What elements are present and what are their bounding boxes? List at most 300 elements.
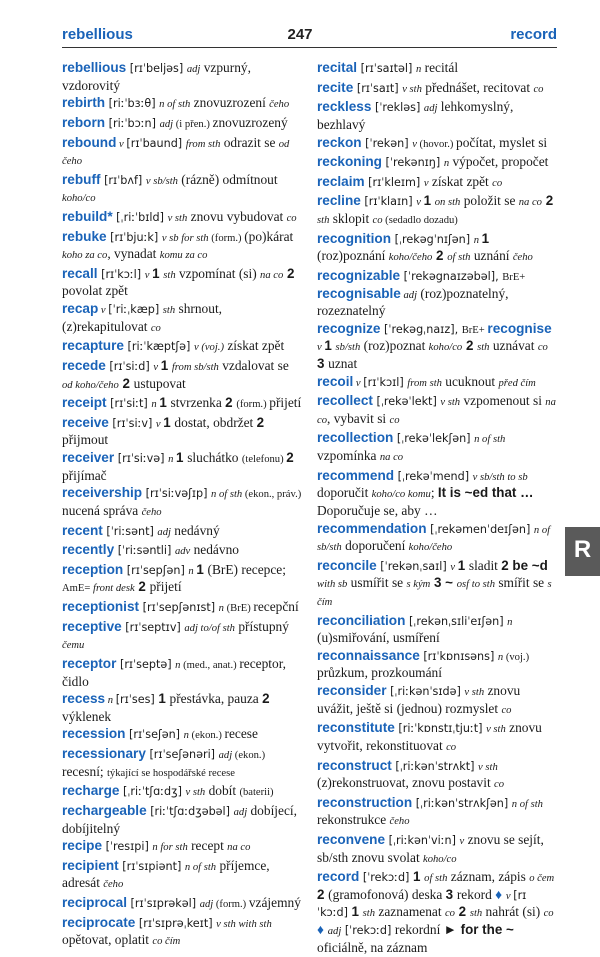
entry-translation: smířit se — [495, 575, 548, 591]
entry-translation: ; — [430, 485, 438, 501]
entry-grammar: n — [151, 399, 160, 411]
entry-pronunciation: [rɪˈsɪprəˌkeɪt] — [135, 916, 217, 930]
dictionary-entry — [62, 229, 302, 264]
entry-pronunciation: [ˈresɪpi] — [102, 840, 153, 854]
entry-grammar: s čím — [317, 579, 552, 608]
entry-grammar: v sth — [185, 787, 206, 799]
entry-pronunciation: [rɪˈseʃən] — [125, 728, 184, 742]
entry-note: (sedadlo dozadu) — [382, 215, 458, 227]
entry-translation: Doporučuje se, aby … — [317, 502, 438, 518]
dictionary-entry — [62, 115, 302, 133]
entry-grammar: v — [505, 890, 514, 902]
entry-grammar: v sth with sth — [216, 918, 272, 930]
entry-grammar: n for sth — [152, 842, 188, 854]
entry-translation: položit se — [460, 193, 519, 209]
entry-headword: recently — [62, 542, 115, 558]
entry-note: (ekon., práv.) — [242, 489, 302, 501]
entry-headword: recap — [62, 301, 99, 317]
entry-headword: reclaim — [317, 173, 365, 189]
entry-pronunciation: [ˈrekəgˌnaɪz], — [380, 322, 462, 336]
entry-translation: dobít — [205, 783, 240, 799]
dictionary-entry — [317, 832, 557, 867]
entry-grammar: sb/sth — [335, 342, 361, 354]
entry-sense-marker: 2 — [462, 338, 478, 354]
entry-grammar: n of sth — [511, 798, 543, 810]
entry-grammar: sth — [317, 215, 330, 227]
entry-grammar: co — [543, 908, 554, 920]
entry-note: (voj.) — [503, 651, 530, 663]
entry-translation: recese — [224, 726, 258, 742]
entry-headword: recall — [62, 265, 98, 281]
entry-grammar: n — [415, 64, 422, 75]
entry-pronunciation: [rɪˈsaɪt] — [353, 81, 403, 95]
entry-grammar: co — [492, 177, 503, 189]
entry-sense-marker: 2 — [118, 375, 134, 391]
dictionary-entry — [317, 174, 557, 192]
entry-translation: usmířit se — [347, 575, 407, 591]
entry-note: (i přen.) — [173, 118, 213, 130]
entry-grammar: komu za co — [159, 250, 208, 262]
entry-headword: recognise — [487, 320, 552, 336]
entry-translation: znovu vytvořit, rekonstituovat — [317, 720, 542, 753]
entry-headword: recessionary — [62, 746, 146, 762]
entry-pronunciation: [ˌrekəgˈnɪʃən] — [391, 232, 474, 246]
entry-translation: shrnout, (z)rekapitulovat — [62, 301, 223, 334]
entry-pronunciation: [ˌriːkənˈstrʌkt] — [391, 759, 479, 773]
entry-pronunciation: [rɪˈkleɪm] — [364, 175, 424, 189]
entry-translation: uznání — [470, 248, 513, 264]
entry-sense-marker: 2 be ~d — [501, 557, 548, 573]
entry-sense-marker: 2 — [317, 886, 329, 902]
entry-headword: ♦ — [495, 886, 506, 902]
header-rule — [62, 47, 557, 48]
entry-translation: znovu uvážit, ještě si (jednou) rozmyslet — [317, 683, 521, 716]
entry-translation: recesní; — [62, 763, 107, 779]
entry-pronunciation: [rɪˈsɪpiənt] — [118, 859, 185, 873]
entry-grammar: v — [155, 418, 164, 430]
entry-headword: receiver — [62, 450, 115, 466]
dictionary-entry — [62, 95, 302, 113]
entry-pronunciation: [rɪˈbjuːk] — [106, 230, 162, 244]
entry-translation: nahrát (si) — [482, 904, 544, 920]
entry-grammar: n — [168, 454, 177, 466]
dictionary-entry — [62, 783, 302, 801]
entry-grammar: n — [175, 659, 181, 671]
dictionary-entry — [62, 523, 302, 541]
entry-sense-marker: 1 — [160, 357, 172, 373]
entry-translation: (roz)poznatelný, rozeznatelný — [317, 285, 509, 319]
dictionary-entry — [62, 266, 302, 299]
entry-grammar: of sth — [447, 252, 471, 264]
entry-note: (ekon.) — [232, 750, 266, 762]
entry-grammar: v — [423, 177, 429, 189]
entry-grammar: from sb/sth — [171, 361, 219, 373]
dictionary-entry — [317, 321, 557, 372]
entry-translation: recept — [187, 838, 228, 854]
dictionary-entry — [62, 746, 302, 781]
entry-translation: výklenek — [62, 708, 112, 724]
entry-headword: recent — [62, 522, 103, 538]
entry-grammar: n of sth — [159, 99, 191, 111]
entry-grammar: čeho — [269, 99, 290, 111]
entry-translation: získat zpět — [428, 173, 493, 189]
entry-headword: rebirth — [62, 95, 106, 111]
entry-translation: sklopit — [329, 211, 373, 227]
header-first-word: rebellious — [62, 26, 133, 43]
entry-grammar: adj — [157, 526, 171, 538]
entry-note: (telefonu) — [241, 454, 287, 466]
entry-pronunciation: [rɪˈses] — [115, 693, 159, 707]
entry-grammar: sth — [469, 908, 483, 920]
dictionary-entry — [317, 268, 557, 319]
entry-headword: recognizable — [317, 267, 401, 283]
entry-headword: reckoning — [317, 154, 382, 170]
entry-headword: recommendation — [317, 520, 427, 536]
entry-grammar: adj — [423, 103, 438, 115]
entry-sense-marker: 1 — [324, 338, 336, 354]
entry-note: (baterii) — [239, 787, 274, 799]
entry-headword: reckon — [317, 134, 362, 150]
entry-sense-marker: 2 — [541, 193, 554, 209]
entry-grammar: v sb/sth to sb — [472, 471, 528, 483]
entry-grammar: koho/co — [423, 853, 457, 865]
entry-translation: recitál — [421, 60, 459, 75]
entry-pronunciation: [ˌrekənˌsɪliˈeɪʃən] — [405, 614, 508, 628]
dictionary-entry — [62, 172, 302, 207]
entry-grammar: n — [497, 651, 504, 663]
entry-grammar: co — [372, 215, 383, 227]
entry-grammar: osf to sth — [456, 579, 495, 591]
entry-grammar: v — [412, 138, 417, 150]
entry-translation: vzpomínat (si) — [175, 265, 261, 281]
dictionary-entry — [317, 683, 557, 718]
dictionary-entry — [317, 558, 557, 611]
entry-grammar: v sth — [486, 724, 506, 736]
entry-grammar: od koho/čeho — [62, 379, 119, 391]
entry-headword: record — [317, 869, 360, 885]
entry-translation: odrazit se — [220, 134, 279, 150]
entry-grammar: v — [116, 138, 127, 150]
thumb-index-letter: R — [573, 536, 592, 563]
entry-translation: vzdalovat se — [218, 357, 289, 373]
entry-sense-marker: 1 — [412, 869, 425, 885]
entry-grammar: adj to/of sth — [184, 622, 235, 634]
entry-translation: ucuknout — [441, 373, 499, 389]
entry-pronunciation: [rɪˈseptə] — [116, 657, 176, 671]
entry-grammar: na co — [379, 452, 404, 464]
entry-translation: recepční — [253, 599, 299, 615]
entry-grammar: n — [183, 730, 189, 742]
entry-grammar: koho/co — [428, 342, 463, 354]
entry-headword: receptionist — [62, 599, 140, 615]
entry-grammar: na co — [227, 842, 251, 854]
entry-headword: reconsider — [317, 683, 387, 699]
entry-translation: stvrzenka — [170, 395, 226, 411]
entry-translation: (BrE) recepce; — [207, 561, 286, 577]
entry-headword: receptive — [62, 618, 122, 634]
entry-translation: výpočet, propočet — [449, 154, 549, 170]
entry-grammar: adj — [233, 806, 248, 818]
entry-grammar: co — [501, 704, 512, 716]
entry-grammar: čeho — [512, 252, 533, 264]
entry-sense-marker: 3 ~ — [430, 575, 457, 591]
entry-note: BrE+ — [461, 324, 488, 336]
dictionary-entry — [317, 374, 557, 392]
dictionary-entry — [62, 209, 302, 227]
entry-note: (BrE) — [223, 603, 254, 615]
dictionary-entry — [62, 562, 302, 597]
entry-headword: recognition — [317, 230, 392, 246]
entry-pronunciation: [rɪˈbʌf] — [100, 173, 146, 187]
entry-headword: reconnaissance — [317, 647, 420, 663]
entry-grammar: n — [473, 234, 482, 246]
entry-translation: opětovat, oplatit — [62, 932, 153, 948]
entry-headword: recoil — [317, 373, 354, 389]
entry-translation: nedávný — [170, 522, 220, 538]
entry-translation: znovuzrození — [190, 95, 270, 111]
entry-translation: lehkomyslný, bezhlavý — [317, 99, 514, 132]
entry-sense-marker: 2 — [432, 248, 448, 264]
entry-grammar: n — [105, 695, 116, 707]
entry-pronunciation: [rɪˈsɪprəkəl] — [126, 897, 200, 911]
dictionary-entry — [317, 231, 557, 266]
dictionary-entry — [317, 154, 557, 172]
entry-translation: přijímač — [62, 467, 107, 483]
header-last-word: record — [510, 26, 557, 43]
entry-grammar: co — [533, 83, 544, 95]
entry-pronunciation: [riːˈbɜːθ] — [105, 97, 160, 111]
entry-sense-marker: 2 — [256, 414, 265, 430]
dictionary-entry — [62, 691, 302, 724]
entry-grammar: n — [218, 603, 224, 615]
entry-translation: nucená správa — [62, 502, 142, 518]
entry-headword: reciprocal — [62, 895, 127, 911]
entry-pronunciation: [rɪˈsiːd] — [105, 359, 154, 373]
entry-pronunciation: [ˌrekəˈlekʃən] — [393, 432, 475, 446]
running-header — [0, 26, 600, 46]
entry-grammar: před čím — [498, 377, 536, 389]
dictionary-entry — [317, 430, 557, 465]
entry-sense-marker: 1 — [351, 904, 363, 920]
entry-grammar: v — [144, 269, 153, 281]
entry-pronunciation: [rɪˈsiːv] — [108, 416, 156, 430]
entry-headword: rebellious — [62, 60, 127, 75]
dictionary-entry — [317, 613, 557, 646]
entry-pronunciation: [riːˈkæptʃə] — [123, 340, 194, 354]
entry-pronunciation: [ˈrekɔːd] — [359, 871, 413, 885]
entry-sense-marker: 1 — [163, 414, 175, 430]
entry-grammar: sth — [362, 908, 376, 920]
entry-grammar: v (voj.) — [193, 342, 224, 354]
entry-grammar: koho za co — [62, 250, 108, 262]
entry-note: AmE= — [62, 583, 93, 595]
entry-grammar: čeho — [141, 506, 162, 518]
entry-sense-marker: 1 — [423, 193, 435, 209]
entry-headword: recognisable — [317, 285, 401, 301]
dictionary-entry — [62, 858, 302, 893]
entry-grammar: v sb for sth — [161, 232, 209, 244]
entry-headword: reconstruct — [317, 757, 392, 773]
entry-grammar: n of sth — [211, 489, 243, 501]
entry-note: (hovor.) — [416, 138, 457, 150]
entry-grammar: v — [450, 561, 458, 573]
entry-translation: příjemce, adresát — [62, 857, 270, 891]
entry-grammar: adj — [218, 750, 233, 762]
entry-pronunciation: [rɪˈsaɪtəl] — [357, 62, 416, 75]
entry-translation: vzpomínka — [317, 448, 380, 464]
entry-pronunciation: [ˈriːsənt] — [102, 524, 158, 538]
entry-grammar: n — [188, 565, 197, 577]
entry-pronunciation: [ˌriːkənˈsɪdə] — [386, 685, 465, 699]
entry-grammar: koho/čeho — [408, 542, 453, 554]
entry-pronunciation: [ˌriːˈtʃɑːdʒ] — [119, 785, 186, 799]
entry-headword: reborn — [62, 114, 106, 130]
entry-translation: záznam, zápis — [447, 869, 530, 885]
entry-grammar: co — [150, 322, 161, 334]
entry-grammar: adj — [199, 899, 214, 911]
entry-grammar: v sth — [464, 687, 485, 699]
entry-pronunciation: [rɪˈseʃənəri] — [145, 748, 219, 762]
entry-translation: ustupovat — [133, 375, 186, 391]
entry-pronunciation: [rɪˈbeljəs] — [126, 62, 187, 75]
entry-sense-marker: 1 — [457, 557, 469, 573]
entry-grammar: n of sth — [184, 861, 217, 873]
entry-sense-marker: 2 — [134, 579, 150, 595]
entry-translation: rekord — [456, 886, 496, 902]
entry-translation: zaznamenat — [375, 904, 445, 920]
entry-translation: (u)smiřování, usmíření — [317, 630, 440, 646]
entry-translation: oficiálně, na záznam — [317, 939, 428, 955]
entry-pronunciation: [ˈrekəgnaɪzəbəl], — [400, 269, 503, 283]
dictionary-entry — [62, 726, 302, 744]
entry-headword: reconciliation — [317, 612, 406, 628]
entry-grammar: co — [537, 342, 548, 354]
dictionary-entry — [317, 521, 557, 556]
entry-note: BrE+ — [502, 271, 526, 283]
entry-translation: počítat, myslet si — [456, 134, 548, 150]
entry-headword: reconvene — [317, 831, 386, 847]
entry-pronunciation: [ˌriːˈbɪld] — [112, 210, 168, 224]
entry-translation: vzpurný, vzdorovitý — [62, 60, 251, 93]
entry-note: týkající se hospodářské recese — [106, 767, 235, 779]
dictionary-entry — [317, 80, 557, 98]
entry-sense-marker: 1 — [196, 561, 208, 577]
dictionary-entry — [62, 358, 302, 393]
entry-headword: recommend — [317, 467, 395, 483]
entry-headword: recollect — [317, 393, 373, 409]
entry-headword: reconstitute — [317, 720, 395, 736]
entry-grammar: koho/co — [62, 193, 96, 205]
entry-translation: znovu vybudovat — [187, 208, 287, 224]
entry-headword: rebuke — [62, 228, 107, 244]
entry-sense-marker: 1 — [158, 691, 170, 707]
entry-pronunciation: [rɪˈsiːt] — [106, 397, 152, 411]
entry-grammar: front desk — [93, 583, 135, 595]
entry-grammar: adj — [159, 118, 174, 130]
entry-grammar: n of sth — [474, 434, 506, 446]
entry-translation: , vynadat — [107, 246, 160, 262]
dictionary-entry — [317, 468, 557, 519]
entry-pronunciation: [ˈrekən] — [361, 136, 413, 150]
entry-grammar: sth — [162, 305, 176, 317]
entry-headword: recipient — [62, 857, 119, 873]
entry-pronunciation: [rɪˈbaund] — [126, 136, 186, 150]
entry-translation: receptor, čidlo — [62, 655, 286, 689]
dictionary-entry — [62, 915, 302, 950]
entry-headword: ♦ — [317, 921, 328, 937]
entry-translation: přestávka, pauza — [169, 691, 263, 707]
dictionary-entry — [62, 60, 302, 93]
entry-translation: získat zpět — [223, 338, 285, 354]
entry-pronunciation: [ˈriːˌkæp] — [108, 303, 163, 317]
entry-grammar: čeho — [389, 816, 410, 828]
entry-translation: uznat — [328, 355, 358, 371]
entry-grammar: v — [353, 377, 364, 389]
entry-pronunciation: [ˈrekɔːd] — [341, 923, 395, 937]
entry-grammar: v — [459, 835, 465, 847]
entry-headword: reckless — [317, 99, 372, 115]
entry-sense-marker: 2 — [262, 691, 270, 707]
entry-headword: reception — [62, 561, 124, 577]
entry-translation: dobíjecí, dobíjitelný — [62, 802, 297, 836]
entry-pronunciation: [rɪˈkɔːl] — [97, 267, 145, 281]
entry-translation: (roz)poznat — [360, 338, 429, 354]
entry-grammar: co čím — [152, 936, 181, 948]
entry-pronunciation: [rɪˈkɔːd] — [317, 888, 527, 920]
entry-sense-marker: 1 — [152, 265, 164, 281]
entry-translation: přijetí — [269, 395, 302, 411]
entry-grammar: v sth — [478, 761, 498, 773]
dictionary-entry — [62, 485, 302, 520]
entry-grammar: co — [286, 212, 297, 224]
entry-sense-marker: 2 — [454, 904, 470, 920]
entry-sense-marker: 3 — [445, 886, 457, 902]
entry-pronunciation: [ˌriːkənˈstrʌkʃən] — [412, 796, 512, 810]
entry-sense-marker: 3 — [317, 355, 329, 371]
entry-sense-marker: 2 — [286, 450, 294, 466]
entry-headword: rechargeable — [62, 802, 147, 818]
entry-grammar: adj — [400, 289, 418, 301]
dictionary-entry — [62, 338, 302, 356]
entry-pronunciation: [rɪˈsiːvəʃɪp] — [142, 487, 212, 501]
entry-headword: recline — [317, 193, 361, 209]
entry-grammar: n — [443, 158, 450, 170]
entry-grammar: v sth — [402, 83, 422, 95]
entry-headword: recession — [62, 726, 126, 742]
thumb-index-tab[interactable] — [565, 527, 600, 576]
entry-grammar: with sb — [317, 579, 348, 591]
dictionary-entry — [62, 542, 302, 560]
entry-headword: recapture — [62, 338, 124, 354]
entry-grammar: of sth — [424, 873, 448, 885]
entry-sense-marker: 1 — [159, 395, 171, 411]
dictionary-entry — [62, 415, 302, 448]
dictionary-entry — [317, 795, 557, 830]
dictionary-entry — [317, 393, 557, 428]
entry-headword: recipe — [62, 838, 103, 854]
dictionary-entry — [317, 720, 557, 755]
dictionary-entry — [62, 395, 302, 413]
entry-grammar: sth — [477, 342, 490, 354]
entry-translation: přijetí — [149, 579, 182, 595]
entry-translation: (roz)poznání — [317, 248, 389, 264]
entry-translation: (rázně) odmítnout — [177, 171, 278, 187]
dictionary-entry — [62, 895, 302, 913]
entry-translation: doporučit — [317, 485, 372, 501]
entry-headword: receipt — [62, 395, 107, 411]
entry-translation: sluchátko — [187, 450, 242, 466]
dictionary-entry — [317, 869, 557, 955]
